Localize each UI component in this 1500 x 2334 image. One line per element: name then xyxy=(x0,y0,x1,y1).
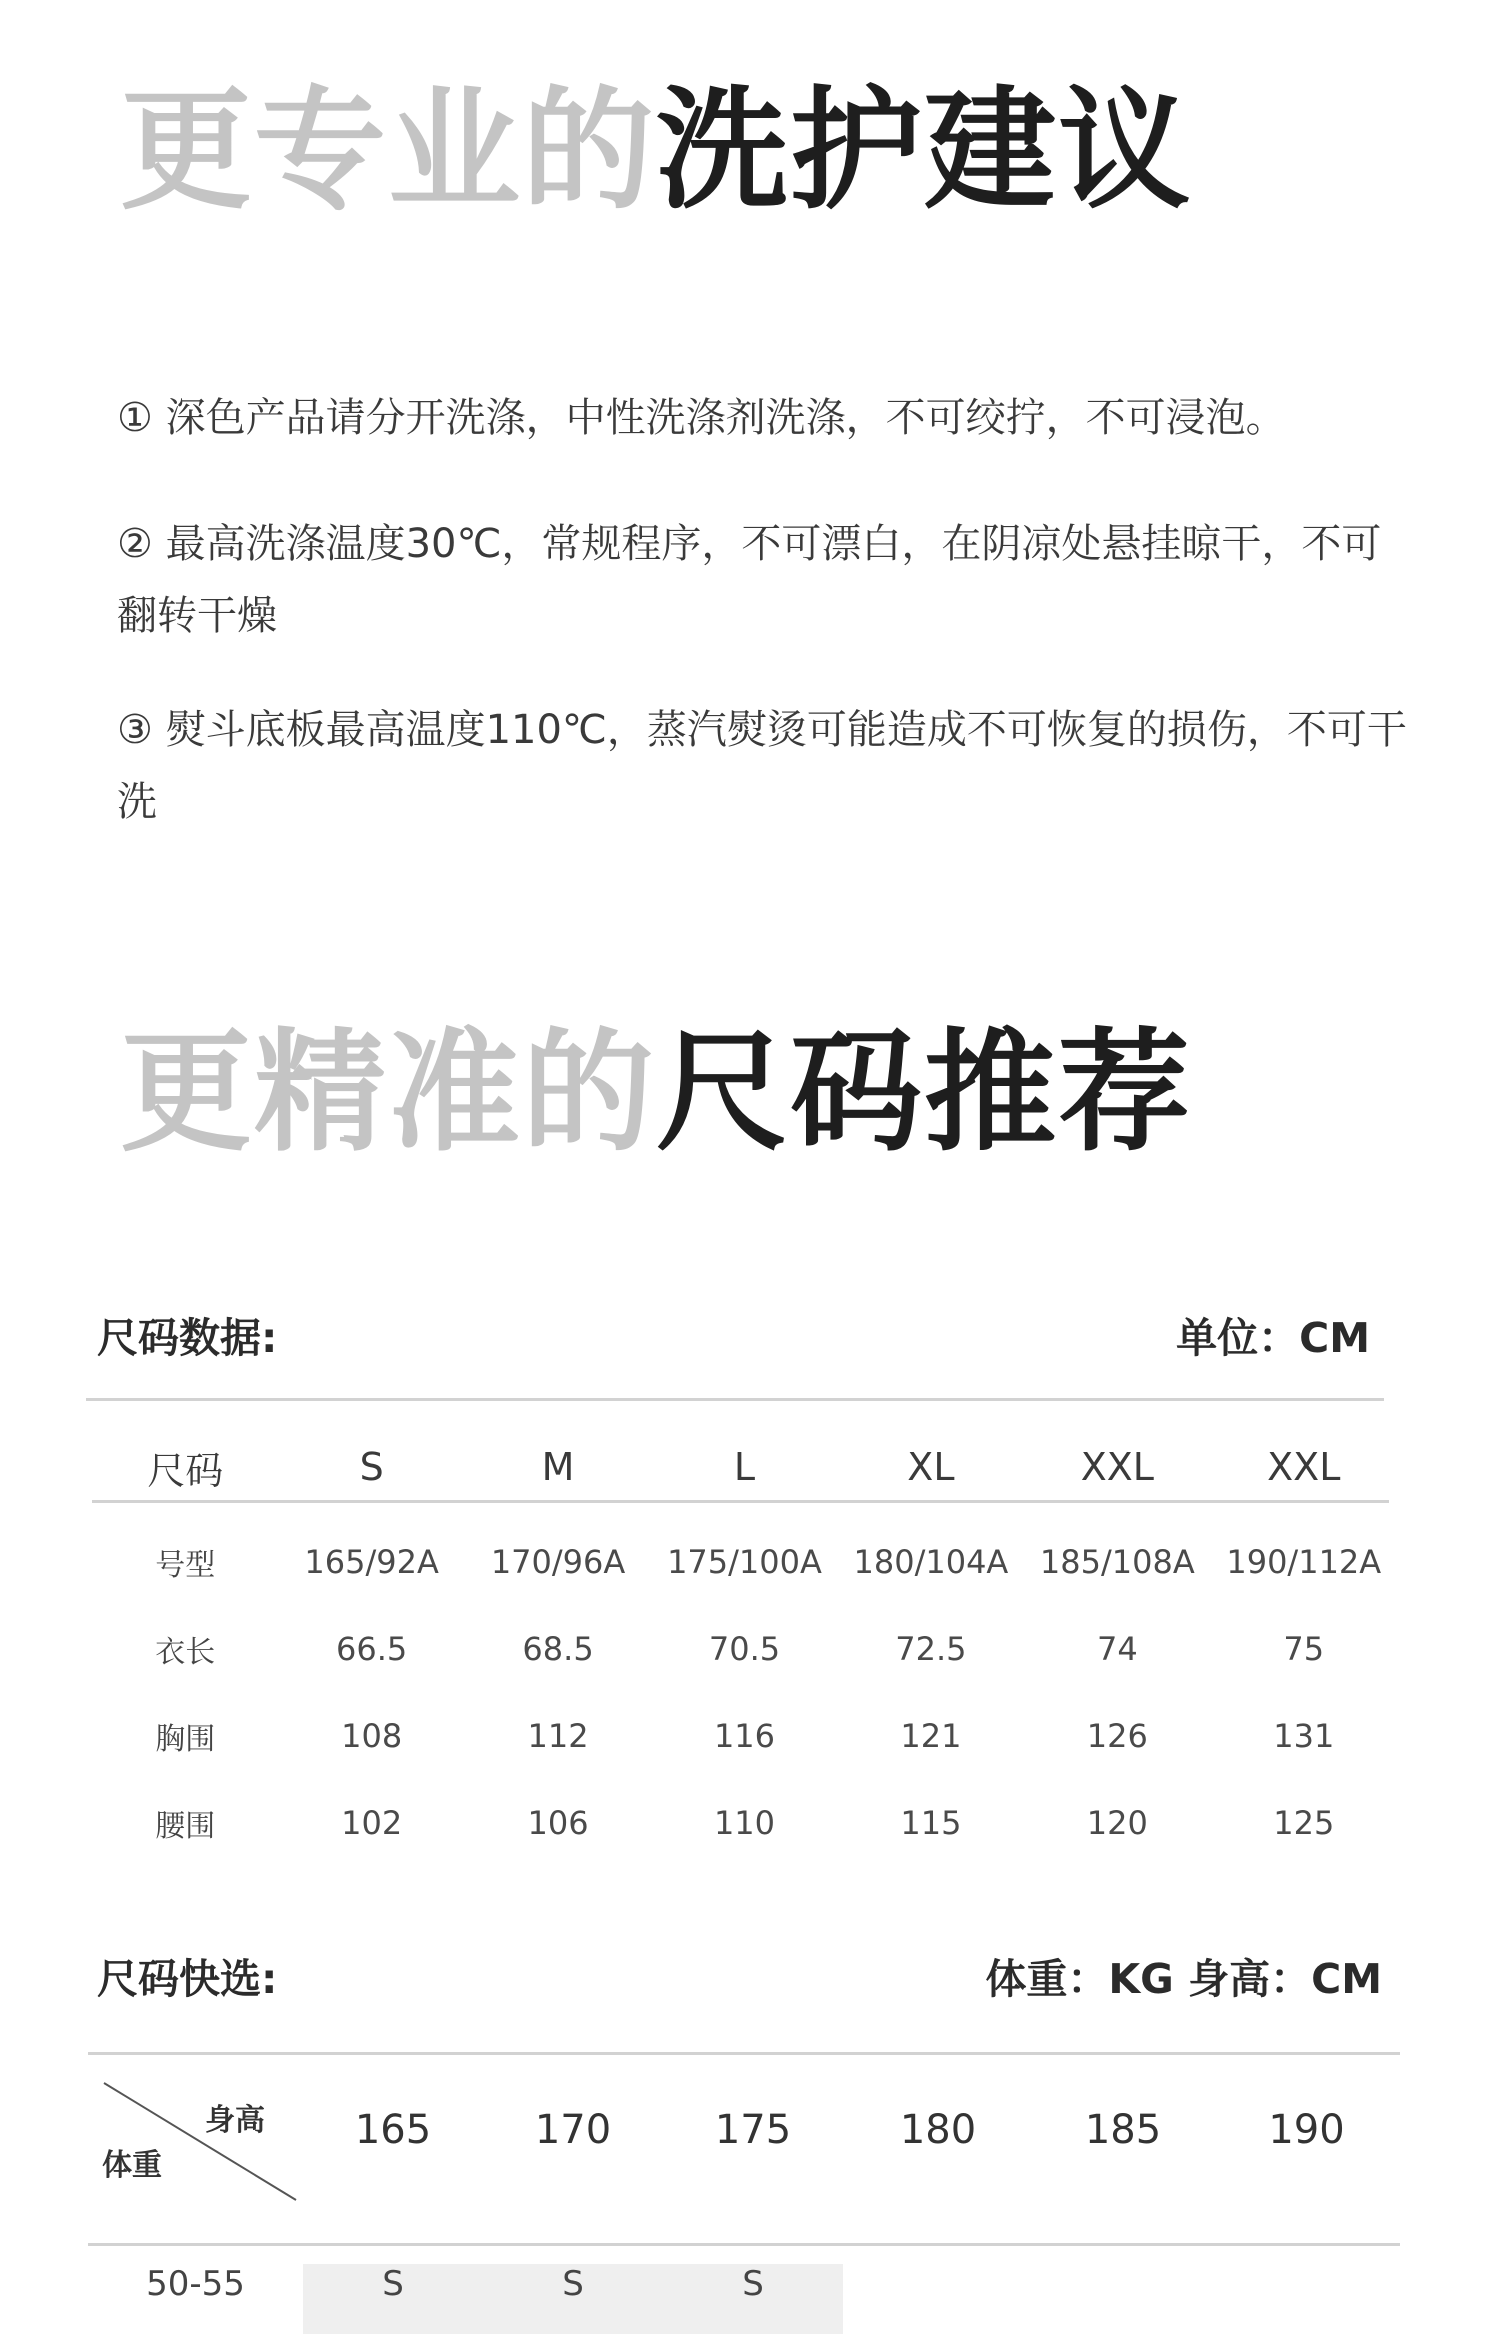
table-cell: 165/92A xyxy=(304,1542,439,1581)
size-table-header xyxy=(92,1422,1397,1512)
height-cell: 170 xyxy=(534,2106,612,2153)
care-instruction-3: ③ 熨斗底板最高温度110℃，蒸汽熨烫可能造成不可恢复的损伤，不可干洗 xyxy=(117,707,1407,825)
table-row xyxy=(92,1605,1397,1692)
table-cell: 72.5 xyxy=(895,1629,967,1668)
row-label: 腰围 xyxy=(155,1808,216,1844)
size-header-cell: L xyxy=(733,1445,756,1489)
size-data-label: 尺码数据: xyxy=(97,1314,278,1362)
table-cell: 175/100A xyxy=(667,1542,822,1581)
quick-header-row xyxy=(88,2037,1400,2222)
size-table-body xyxy=(92,1518,1397,1866)
table-cell: 125 xyxy=(1273,1803,1335,1842)
size-header-cell: XXL xyxy=(1080,1445,1154,1489)
recommend-cell xyxy=(1213,2264,1400,2334)
height-cell: 185 xyxy=(1084,2106,1162,2153)
size-title-dark: 尺码推荐 xyxy=(656,1016,1192,1170)
care-title-dark: 洗护建议 xyxy=(656,74,1192,228)
care-title-light: 更专业的 xyxy=(120,74,656,228)
size-header-row xyxy=(92,1422,1397,1512)
row-label: 号型 xyxy=(155,1547,216,1583)
table-cell: 108 xyxy=(341,1716,403,1755)
recommend-cell: S xyxy=(303,2264,483,2334)
table-cell: 131 xyxy=(1273,1716,1335,1755)
care-instruction-1: ① 深色产品请分开洗涤，中性洗涤剂洗涤，不可绞拧，不可浸泡。 xyxy=(117,395,1286,441)
quick-select-header xyxy=(88,2037,1400,2222)
corner-weight-label: 体重 xyxy=(102,2148,162,2183)
table-cell: 102 xyxy=(341,1803,403,1842)
weight-label: 50-55 xyxy=(146,2264,245,2304)
table-row xyxy=(92,1779,1397,1866)
corner-height-label: 身高 xyxy=(205,2103,265,2138)
size-header-cell: 尺码 xyxy=(147,1448,224,1493)
table-cell: 68.5 xyxy=(522,1629,594,1668)
corner-cell xyxy=(88,2037,303,2222)
recommend-cell: S xyxy=(483,2264,663,2334)
table-cell: 185/108A xyxy=(1039,1542,1195,1581)
quick-table-header-rule xyxy=(88,2243,1400,2246)
quick-select-unit: 体重：KG 身高：CM xyxy=(985,1955,1382,2003)
height-cell: 190 xyxy=(1268,2106,1345,2153)
table-cell: 110 xyxy=(713,1803,776,1842)
size-header-cell: S xyxy=(359,1445,384,1489)
recommend-cell xyxy=(843,2264,1033,2334)
size-table-top-rule xyxy=(86,1398,1384,1401)
size-data-unit: 单位：CM xyxy=(1176,1314,1370,1362)
table-cell: 126 xyxy=(1086,1716,1148,1755)
size-section-title xyxy=(120,1016,1192,1170)
table-cell: 121 xyxy=(900,1716,962,1755)
recommend-cell: S xyxy=(663,2264,843,2334)
table-cell: 74 xyxy=(1096,1629,1138,1668)
table-row xyxy=(92,1692,1397,1779)
table-cell: 120 xyxy=(1086,1803,1148,1842)
table-cell: 190/112A xyxy=(1226,1542,1382,1581)
care-section-title xyxy=(120,74,1192,228)
size-header-cell: M xyxy=(541,1445,575,1489)
size-header-cell: XL xyxy=(907,1445,955,1489)
table-cell: 115 xyxy=(900,1803,962,1842)
table-cell: 112 xyxy=(527,1716,589,1755)
size-table-header-rule xyxy=(92,1500,1389,1503)
table-cell: 180/104A xyxy=(853,1542,1009,1581)
size-title-light: 更精准的 xyxy=(120,1016,656,1170)
table-cell: 106 xyxy=(527,1803,589,1842)
table-cell: 75 xyxy=(1283,1629,1325,1668)
height-cell: 165 xyxy=(354,2106,432,2153)
height-cell: 175 xyxy=(714,2106,792,2153)
size-header-cell: XXL xyxy=(1267,1445,1341,1489)
row-label: 胸围 xyxy=(155,1721,216,1757)
table-row xyxy=(92,1518,1397,1605)
care-instruction-2: ② 最高洗涤温度30℃，常规程序，不可漂白，在阴凉处悬挂晾干，不可翻转干燥 xyxy=(117,521,1382,639)
recommend-cell xyxy=(1033,2264,1213,2334)
table-cell: 116 xyxy=(713,1716,776,1755)
quick-select-label: 尺码快选: xyxy=(97,1955,278,2003)
table-cell: 66.5 xyxy=(336,1629,408,1668)
height-cell: 180 xyxy=(899,2106,977,2153)
table-row xyxy=(88,2264,1400,2334)
quick-select-body xyxy=(88,2264,1400,2334)
table-cell: 170/96A xyxy=(490,1542,626,1581)
table-cell: 70.5 xyxy=(708,1629,781,1668)
row-label: 衣长 xyxy=(155,1634,216,1670)
